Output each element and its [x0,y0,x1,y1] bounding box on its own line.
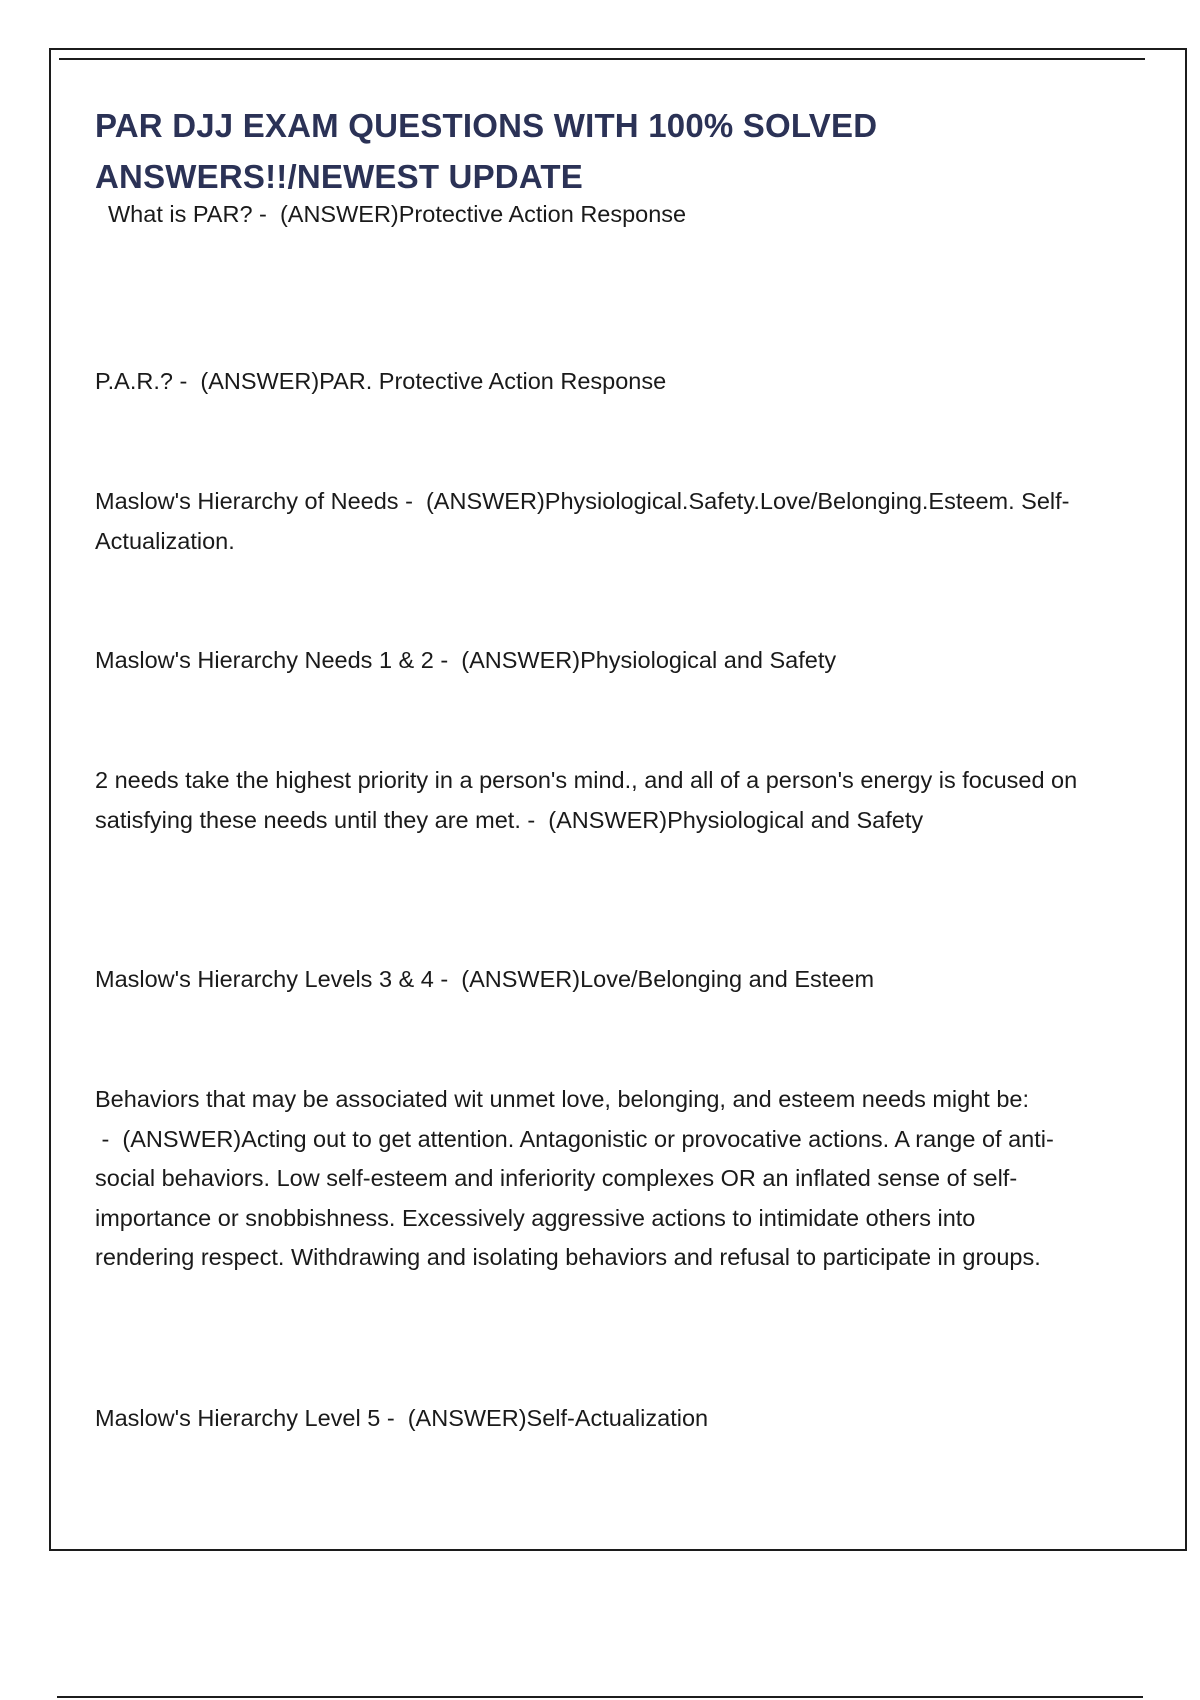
bottom-rule [57,1696,1143,1698]
separator: - [520,806,549,833]
question-text: Behaviors that may be associated wit unmet love, belonging, and esteem needs might be: [95,1086,1030,1112]
qa-item [95,362,1080,402]
qa-item [108,195,1093,235]
answer-text: Love/Belonging and Esteem [580,966,875,992]
answer-text: Physiological and Safety [667,806,924,833]
question-text: Maslow's Hierarchy of Needs [95,488,399,514]
separator: - [95,1125,123,1152]
question-text: P.A.R.? [95,368,173,394]
question-text: Maslow's Hierarchy Level 5 [95,1405,381,1431]
answer-text: Physiological and Safety [580,647,837,673]
qa-item [95,1399,1080,1439]
question-text: Maslow's Hierarchy Levels 3 & 4 [95,966,434,992]
qa-item [95,1080,1080,1278]
question-text: What is PAR? [108,201,253,227]
document-title: PAR DJJ EXAM QUESTIONS WITH 100% SOLVED ANSWERS!!/NEWEST UPDATE [95,107,878,195]
question-text: 2 needs take the highest priority in a person's mind., and all of a person's energy is focused on satisfying these needs until they are met. [95,767,1078,833]
answer-label: (ANSWER) [461,966,581,992]
top-rule [59,58,1145,60]
answer-text: Protective Action Response [398,201,687,227]
answer-label: (ANSWER) [407,1405,527,1431]
answer-text: Self-Actualization [526,1405,709,1431]
answer-label: (ANSWER) [279,201,399,227]
separator: - [172,368,201,394]
answer-label: (ANSWER) [122,1125,242,1152]
question-text: Maslow's Hierarchy Needs 1 & 2 [95,647,434,673]
answer-text: Physiological.Safety.Love/Belonging.Esteem. Self-Actualization. [95,488,1070,554]
separator: - [380,1405,408,1431]
separator: - [433,966,462,992]
answer-label: (ANSWER) [200,368,320,394]
answer-text: PAR. Protective Action Response [319,368,667,394]
answer-text: Acting out to get attention. Antagonistic or provocative actions. A range of anti-social behaviors. Low self-esteem and inferiority complexes OR an inflated sense of self-importance or snobbishness. Excessively aggressive actions to intimidate others into rendering respect. Withdrawing and isolating behaviors and refusal to participate in groups. [95,1125,1054,1270]
answer-label: (ANSWER) [425,488,545,514]
answer-label: (ANSWER) [461,647,581,673]
qa-item [95,482,1080,561]
qa-item [95,761,1080,840]
separator: - [252,201,280,227]
qa-item [95,960,1080,1000]
separator: - [398,488,426,514]
answer-label: (ANSWER) [548,806,668,833]
qa-item [95,641,1080,681]
separator: - [433,647,462,673]
